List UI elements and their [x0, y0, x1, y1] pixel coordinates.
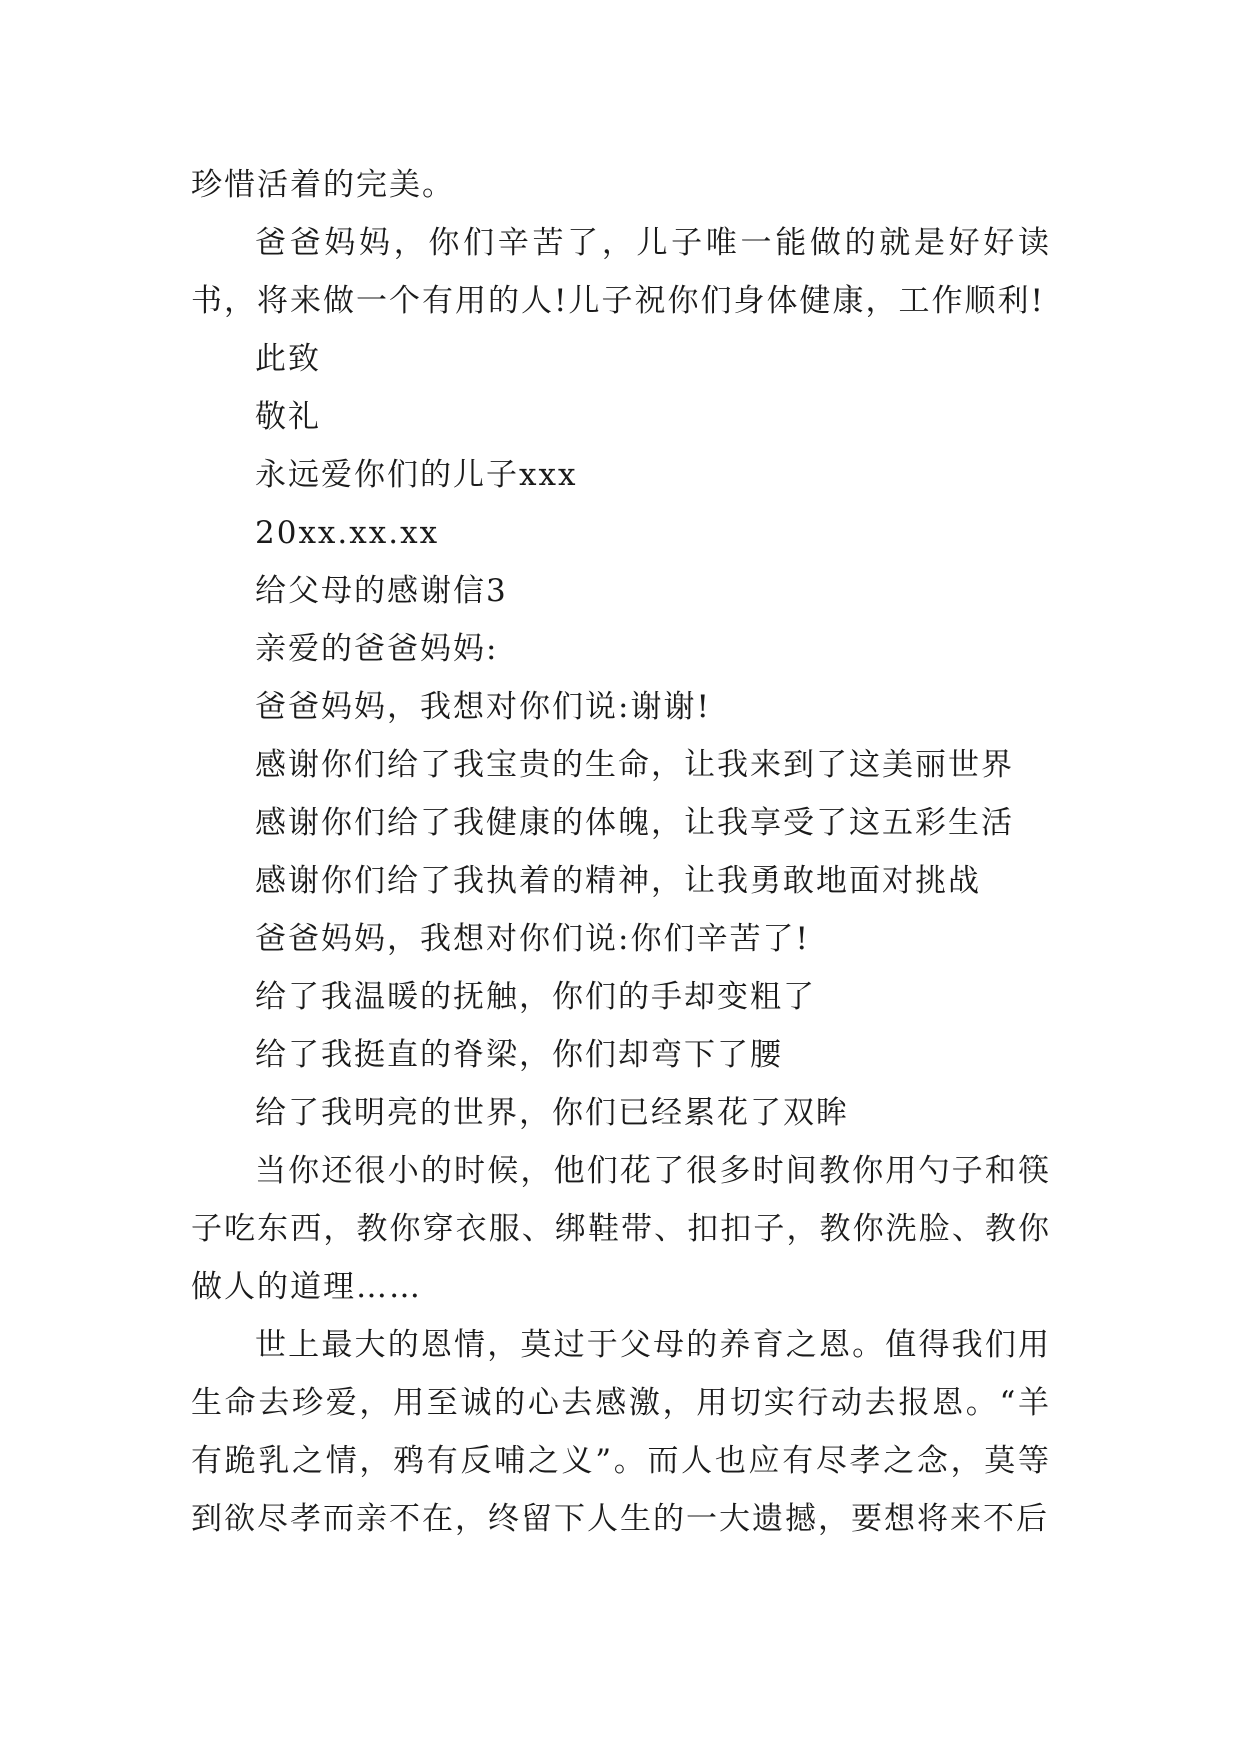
paragraph-10: 感谢你们给了我宝贵的生命，让我来到了这美丽世界: [255, 747, 1014, 783]
paragraph-11: 感谢你们给了我健康的体魄，让我享受了这五彩生活: [255, 805, 1014, 841]
paragraph-13: 爸爸妈妈，我想对你们说:你们辛苦了!: [255, 921, 810, 957]
paragraph-15: 给了我挺直的脊梁，你们却弯下了腰: [255, 1037, 783, 1073]
paragraph-12: 感谢你们给了我执着的精神，让我勇敢地面对挑战: [255, 863, 981, 899]
paragraph-16: 给了我明亮的世界，你们已经累花了双眸: [255, 1095, 849, 1131]
paragraph-18: 世上最大的恩情，莫过于父母的养育之恩。值得我们用生命去珍爱，用至诚的心去感激，用切实行动去报恩。“羊有跪乳之情，鸦有反哺之义”。而人也应有尽孝之念，莫等到欲尽孝而亲不在，终留下人生的一大遗撼，要想将来不后: [191, 1327, 1051, 1537]
paragraph-17: 当你还很小的时候，他们花了很多时间教你用勺子和筷子吃东西，教你穿衣服、绑鞋带、扣扣子，教你洗脸、教你做人的道理……: [191, 1153, 1051, 1305]
signature: 永远爱你们的儿子xxx: [255, 457, 578, 493]
closing-respect: 敬礼: [255, 399, 321, 435]
paragraph-9: 爸爸妈妈，我想对你们说:谢谢!: [255, 689, 711, 725]
document-body: [191, 156, 1051, 1548]
paragraph-1: 珍惜活着的完美。: [191, 167, 455, 203]
date: 20xx.xx.xx: [255, 515, 440, 551]
letter-title: 给父母的感谢信3: [255, 573, 508, 609]
paragraph-2: 爸爸妈妈，你们辛苦了，儿子唯一能做的就是好好读书，将来做一个有用的人!儿子祝你们身体健康，工作顺利!: [191, 225, 1051, 319]
greeting: 亲爱的爸爸妈妈:: [255, 631, 499, 667]
paragraph-14: 给了我温暖的抚触，你们的手却变粗了: [255, 979, 816, 1015]
closing-salutation: 此致: [255, 341, 321, 377]
